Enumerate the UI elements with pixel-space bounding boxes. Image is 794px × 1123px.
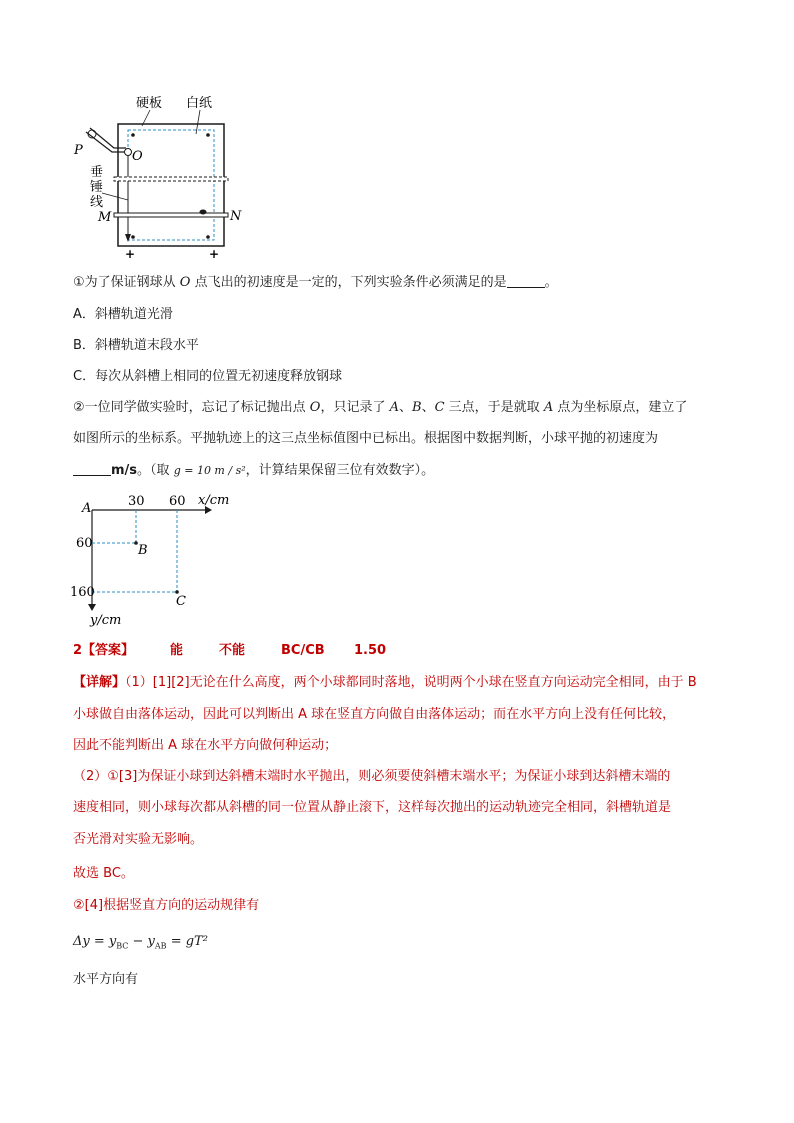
answer-line xyxy=(73,641,403,661)
x-tick-60: 60 xyxy=(169,494,186,509)
label-origin-a: A xyxy=(82,501,92,516)
q2-line1-a: ②一位同学做实验时，忘记了标记抛出点 xyxy=(73,400,310,415)
q1-option-a: A．斜槽轨道光滑 xyxy=(73,307,173,322)
formula-sub-ab: AB xyxy=(154,941,167,951)
q2-line1-b: ，只记录了 xyxy=(320,400,390,415)
q2-g-value: g = 10 m / s² xyxy=(173,464,246,477)
plus-left: + xyxy=(125,247,136,260)
explanation-label: 【详解】 xyxy=(73,675,126,690)
label-o: O xyxy=(132,149,143,164)
q2-line3-a: 。（取 xyxy=(137,463,174,478)
label-plumb-3: 线 xyxy=(90,195,104,210)
q2-line1-B: B xyxy=(412,400,422,415)
q2-line1-d: 、 xyxy=(421,400,435,415)
hard-board xyxy=(118,124,224,246)
q2-line1-f: 点为坐标原点，建立了 xyxy=(553,400,688,415)
q2-line1-A: A xyxy=(389,400,399,415)
answer-item-3: BC/CB xyxy=(281,643,325,658)
corner-pin xyxy=(206,235,210,239)
formula-line xyxy=(73,932,208,957)
plumb-bob xyxy=(125,234,131,242)
answer-item-2: 不能 xyxy=(219,643,246,658)
label-board: 硬板 xyxy=(136,96,163,111)
answer-label: 2【答案】 xyxy=(73,643,135,658)
corner-pin xyxy=(206,133,210,137)
formula-b: − y xyxy=(128,934,155,949)
q1-stem-o: O xyxy=(179,275,191,290)
q2-line1-e: 三点，于是就取 xyxy=(444,400,544,415)
label-m: M xyxy=(98,210,112,225)
answer-item-1: 能 xyxy=(170,643,184,658)
q2-line-2: 如图所示的坐标系。平抛轨迹上的这三点坐标值图中已标出。根据图中数据判断，小球平抛的初速度为 xyxy=(73,431,659,446)
q2-line-3 xyxy=(73,461,434,481)
q2-line3-b: ，计算结果保留三位有效数字）。 xyxy=(245,463,435,478)
y-axis-arrow xyxy=(88,604,96,611)
q1-stem xyxy=(73,273,558,293)
q1-option-c: C．每次从斜槽上相同的位置无初速度释放钢球 xyxy=(73,369,343,384)
apparatus-diagram xyxy=(70,88,250,260)
label-p: P xyxy=(74,143,83,158)
answer-item-4: 1.50 xyxy=(354,643,387,658)
q2-answer-blank[interactable] xyxy=(73,461,111,476)
label-n: N xyxy=(230,209,242,224)
coordinate-diagram xyxy=(70,490,240,630)
label-plumb-2: 锤 xyxy=(90,180,104,195)
q2-line1-c: 、 xyxy=(399,400,413,415)
label-point-b: B xyxy=(138,543,148,558)
plus-right: + xyxy=(209,247,220,260)
q2-unit: m/s xyxy=(111,463,138,478)
formula-a: Δy = y xyxy=(73,934,117,949)
q2-line1-C: C xyxy=(434,400,445,415)
q1-stem-b: 点飞出的初速度是一定的，下列实验条件必须满足的是 xyxy=(190,275,507,290)
movable-rod xyxy=(114,177,228,181)
explanation-p4: ②[4]根据竖直方向的运动规律有 xyxy=(73,898,260,913)
steel-ball xyxy=(200,210,207,215)
point-o xyxy=(125,149,132,156)
mn-rod xyxy=(114,213,228,217)
corner-pin xyxy=(131,133,135,137)
explanation-p1-line3: 因此不能判断出 A 球在水平方向做何种运动； xyxy=(73,738,338,753)
explanation-p2-line1: （2）①[3]为保证小球到达斜槽末端时水平抛出，则必须要使斜槽末端水平；为保证小球到达斜槽末端的 xyxy=(73,769,671,784)
q2-line1-o: O xyxy=(309,400,321,415)
explanation-p2-line2: 速度相同，则小球每次都从斜槽的同一位置从静止滚下，这样每次抛出的运动轨迹完全相同，斜槽轨道是 xyxy=(73,800,672,815)
label-paper: 白纸 xyxy=(186,96,213,111)
q1-stem-end: 。 xyxy=(544,275,558,290)
plumb-leader-line xyxy=(102,193,128,200)
y-tick-60: 60 xyxy=(76,536,93,551)
explanation-p5: 水平方向有 xyxy=(73,972,139,987)
x-axis-label: x/cm xyxy=(198,493,230,508)
q1-answer-blank[interactable] xyxy=(507,273,545,288)
formula-sub-bc: BC xyxy=(116,941,129,951)
q1-option-b: B．斜槽轨道末段水平 xyxy=(73,338,199,353)
q2-line-1 xyxy=(73,398,687,418)
y-axis-label: y/cm xyxy=(90,613,122,628)
explanation-p2-line3: 否光滑对实验无影响。 xyxy=(73,832,204,847)
label-point-c: C xyxy=(176,594,186,609)
explanation-p1-text1: （1）[1][2]无论在什么高度，两个小球都同时落地，说明两个小球在竖直方向运动完全相同，由于 B xyxy=(125,675,697,690)
q2-line1-A2: A xyxy=(543,400,554,415)
label-plumb-1: 垂 xyxy=(90,165,104,180)
white-paper xyxy=(128,130,214,240)
explanation-p1-line2: 小球做自由落体运动，因此可以判断出 A 球在竖直方向做自由落体运动；而在水平方向上没有任何比较， xyxy=(73,707,676,722)
slope-track xyxy=(90,128,126,148)
formula-c: = gT² xyxy=(166,934,208,949)
explanation-p1-line1 xyxy=(73,673,697,693)
q1-stem-a: ①为了保证钢球从 xyxy=(73,275,180,290)
explanation-p3: 故选 BC。 xyxy=(73,866,134,881)
x-tick-30: 30 xyxy=(128,494,145,509)
corner-pin xyxy=(131,235,135,239)
y-tick-160: 160 xyxy=(70,585,95,600)
